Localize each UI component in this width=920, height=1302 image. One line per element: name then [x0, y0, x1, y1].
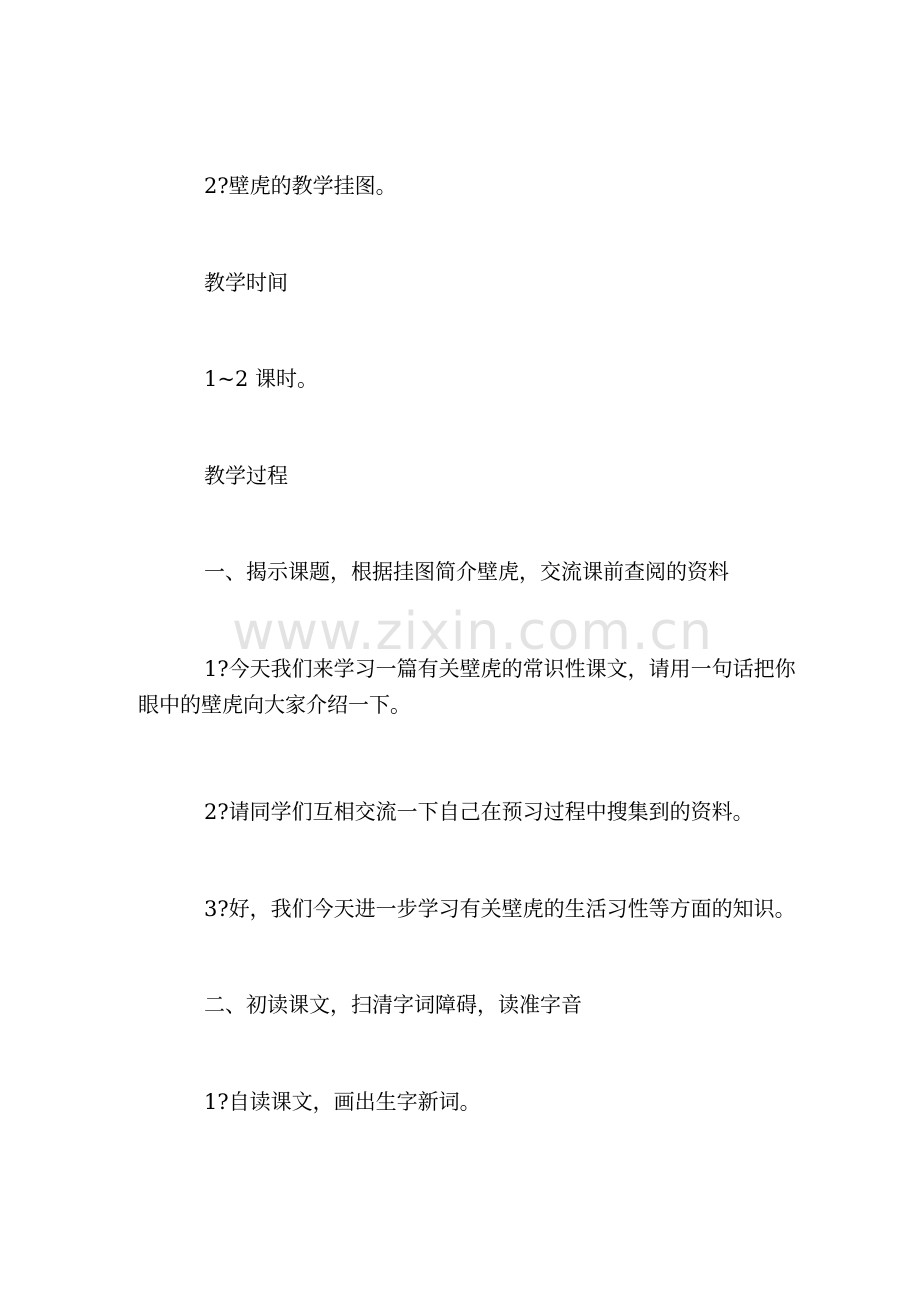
- section-heading-two: 二、初读课文，扫清字词障碍，读准字音: [204, 993, 582, 1017]
- paragraph-teaching-time-value: 1~2 课时。: [204, 367, 318, 391]
- section-heading-one: 一、揭示课题，根据挂图简介壁虎，交流课前查阅的资料: [204, 560, 729, 584]
- heading-teaching-time: 教学时间: [204, 271, 288, 295]
- paragraph-read-step-1: 1?自读课文，画出生字新词。: [204, 1090, 481, 1114]
- paragraph-materials-item-2: 2?壁虎的教学挂图。: [204, 174, 397, 198]
- paragraph-step-2: 2?请同学们互相交流一下自己在预习过程中搜集到的资料。: [204, 800, 754, 824]
- paragraph-step-1: 1?今天我们来学习一篇有关壁虎的常识性课文，请用一句话把你眼中的壁虎向大家介绍一下。: [138, 657, 796, 717]
- paragraph-step-3: 3?好，我们今天进一步学习有关壁虎的生活习性等方面的知识。: [204, 897, 796, 921]
- heading-teaching-process: 教学过程: [204, 464, 288, 488]
- watermark: www.zixin.com.cn: [232, 602, 713, 662]
